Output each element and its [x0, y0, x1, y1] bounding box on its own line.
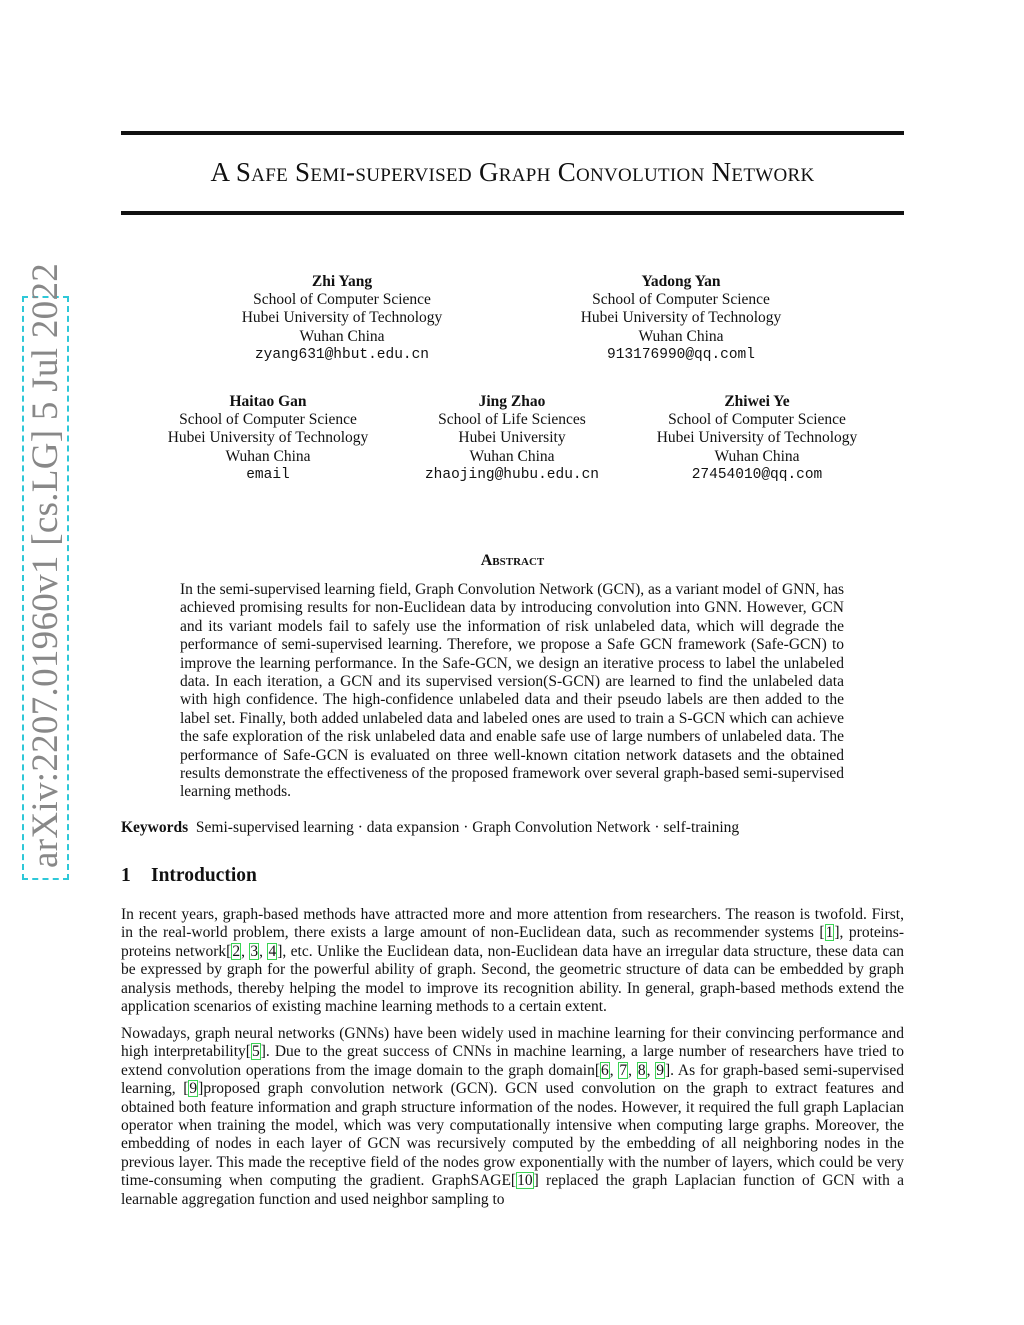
paper-title: A Safe Semi-supervised Graph Convolution Network [210, 157, 815, 187]
citation-link[interactable]: 7 [619, 1061, 628, 1079]
author-dept: School of Computer Science [668, 411, 846, 429]
intro-paragraph-2: Nowadays, graph neural networks (GNNs) have been widely used in machine learning for their convincing performance and high interpretability[5]. Due to the great success of CNNs in machine learning, a large number of researchers have tried to extend convolution operations from the image domain to the graph domain[6, 7, 8, 9]. As for graph-based semi-supervised learning, [9]proposed graph convolution network (GCN). GCN used convolution on the graph to extract features and obtained both feature information and graph structure information of the nodes. However, it required the full graph Laplacian operator when training the model, which was very computationally intensive when computing large graphs. Moreover, the embedding of nodes in each layer of GCN was recursively computed by the embedding of all neighboring nodes in the previous layer. This made the receptive field of the nodes grow exponentially with the number of layers, which could be very time-consuming when computing the gradient. GraphSAGE[10] replaced the graph Laplacian function of GCN with a learnable aggregation function and used neighbor sampling to [121, 1025, 905, 1208]
citation-link[interactable]: 8 [637, 1061, 646, 1079]
author-univ: Hubei University [458, 429, 566, 447]
author-univ: Hubei University of Technology [241, 309, 443, 327]
text-run: Nowadays, graph neural networks (GNNs) have been widely used in machine learning for their convincing performance and high interpretability[ [121, 1025, 904, 1061]
citation-link[interactable]: 4 [268, 942, 277, 960]
keywords-line [121, 819, 904, 837]
author-location: Wuhan China [714, 447, 800, 465]
keywords-label: Keywords [121, 819, 189, 836]
author-block [402, 393, 622, 484]
author-location: Wuhan China [638, 327, 724, 345]
author-location: Wuhan China [225, 447, 311, 465]
section-heading [121, 865, 257, 887]
citation-link[interactable]: 1 [825, 924, 834, 942]
citation-link[interactable]: 3 [250, 942, 259, 960]
author-name: Zhiwei Ye [724, 393, 790, 410]
author-univ: Hubei University of Technology [167, 429, 369, 447]
keywords-text: Semi-supervised learning · data expansion · Graph Convolution Network · self-training [195, 819, 740, 836]
author-email[interactable]: zhaojing@hubu.edu.cn [424, 466, 600, 483]
author-email[interactable]: 913176990@qq.coml [607, 346, 755, 363]
abstract-heading: Abstract [480, 552, 545, 569]
citation-link[interactable]: 6 [601, 1061, 609, 1079]
text-run: ], proteins-proteins network[ [121, 924, 905, 960]
author-block [148, 393, 388, 484]
citation-link[interactable]: 5 [251, 1043, 260, 1061]
author-location: Wuhan China [469, 447, 555, 465]
text-run: ] replaced the graph Laplacian function of GCN with a learnable aggregation function and used neighbor sampling to [121, 1172, 905, 1208]
author-univ: Hubei University of Technology [580, 309, 782, 327]
intro-paragraph-1: In recent years, graph-based methods have attracted more and more attention from researchers. The reason is twofold. First, in the real-world problem, there exists a large amount of non-Euclidean data, such as recommender systems [1], proteins-proteins network[2, 3, 4], etc. Unlike the Euclidean data, non-Euclidean data have an irregular data structure, these data can be expressed by graph for the powerful ability of graph. Second, the geometric structure of data can be embedded by graph analysis methods, thereby helping the model to improve its recognition ability. In general, graph-based methods extend the application scenarios of existing machine learning methods to a certain extent. [121, 906, 905, 1016]
author-email[interactable]: zyang631@hbut.edu.cn [254, 346, 430, 363]
author-dept: School of Computer Science [592, 291, 770, 309]
text-run: ]proposed graph convolution network (GCN). GCN used convolution on the graph to extract features and obtained both feature information and graph structure information of the nodes. However, it required the full graph Laplacian operator when training the model, which was very computationally intensive when computing large graphs. Moreover, the embedding of nodes in each layer of GCN was recursively computed by the embedding of all neighboring nodes in the previous layer. This made the receptive field of the nodes grow exponentially with the number of layers, which could be very time-consuming when computing the gradient. GraphSAGE[ [121, 1080, 905, 1190]
author-name: Haitao Gan [229, 393, 307, 410]
citation-link[interactable]: 9 [189, 1080, 198, 1098]
text-run: ], etc. Unlike the Euclidean data, non-Euclidean data have an irregular data structure, these data can be expressed by graph for the powerful ability of graph. Second, the geometric structure of data can be embedded by graph analysis methods, thereby helping the model to improve its recognition ability. In general, graph-based methods extend the application scenarios of existing machine learning methods to a certain extent. [121, 942, 905, 1016]
author-email[interactable]: 27454010@qq.com [691, 466, 823, 483]
citation-link[interactable]: 9 [656, 1061, 664, 1079]
author-univ: Hubei University of Technology [656, 429, 858, 447]
section-title: Introduction [151, 865, 257, 886]
author-block [561, 273, 801, 364]
title-bottom-rule [121, 211, 904, 215]
text-run: ]. As for graph-based semi-supervised learning, [ [121, 1061, 905, 1098]
author-block [637, 393, 877, 484]
author-email[interactable]: email [246, 466, 290, 483]
author-dept: School of Computer Science [253, 291, 431, 309]
author-name: Yadong Yan [641, 273, 721, 290]
text-run: ]. Due to the great success of CNNs in machine learning, a large number of researchers have tried to extend convolution operations from the image domain to the graph domain[ [121, 1043, 904, 1079]
section-number: 1 [121, 865, 131, 886]
citation-link[interactable]: 2 [232, 942, 241, 960]
citation-link[interactable]: 10 [517, 1172, 533, 1190]
author-dept: School of Computer Science [179, 411, 357, 429]
author-location: Wuhan China [299, 327, 385, 345]
author-block [222, 273, 462, 364]
text-run: In recent years, graph-based methods have attracted more and more attention from researchers. The reason is twofold. First, in the real-world problem, there exists a large amount of non-Euclidean data, such as recommender systems [ [121, 906, 904, 942]
arxiv-watermark: arXiv:2207.01960v1 [cs.LG] 5 Jul 2022 [22, 296, 69, 880]
author-name: Zhi Yang [311, 273, 373, 290]
author-name: Jing Zhao [478, 393, 546, 410]
author-dept: School of Life Sciences [438, 411, 586, 429]
title-top-rule [121, 131, 904, 135]
abstract-text: In the semi-supervised learning field, Graph Convolution Network (GCN), as a variant model of GNN, has achieved promising results for non-Euclidean data by introducing convolution into GNN. However, GCN and its variant models fail to safely use the information of risk unlabeled data, which will degrade the performance of semi-supervised learning. Therefore, we propose a Safe GCN framework (Safe-GCN) to improve the learning performance. In the Safe-GCN, we design an iterative process to label the unlabeled data. In each iteration, a GCN and its supervised version(S-GCN) are learned to find the unlabeled data with high confidence. The high-confidence unlabeled data and their pseudo labels are then added to the label set. Finally, both added unlabeled data and labeled ones are used to train a S-GCN which can achieve the safe exploration of the risk unlabeled data and enable safe use of large numbers of unlabeled data. The performance of Safe-GCN is evaluated on three well-known citation network datasets and the obtained results demonstrate the effectiveness of the proposed framework over several graph-based semi-supervised learning methods. [180, 581, 844, 801]
